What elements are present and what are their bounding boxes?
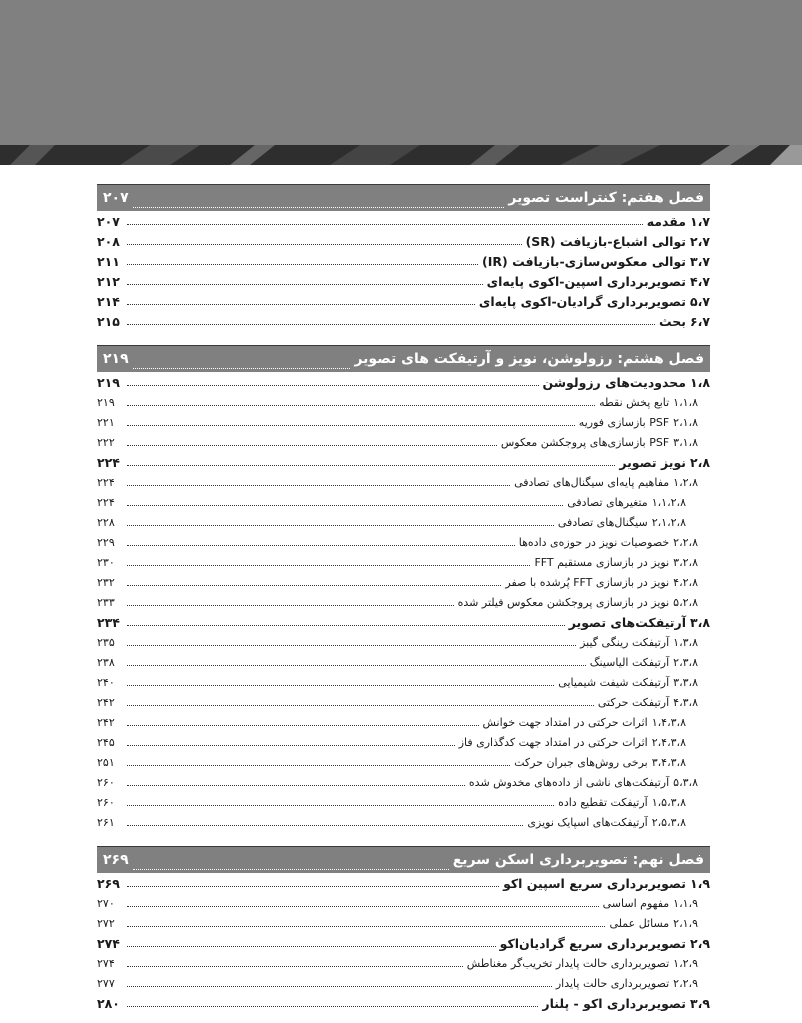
section-number: ۳،۸ bbox=[689, 614, 710, 630]
dot-leader bbox=[127, 785, 465, 786]
dot-leader bbox=[127, 264, 478, 265]
chapter-title: فصل نهم: تصویربرداری اسکن سریع bbox=[452, 852, 704, 868]
section-number: ۲،۵،۳،۸ bbox=[651, 815, 686, 829]
section-number: ۱،۱،۸ bbox=[673, 395, 698, 409]
section-number: ۳،۱،۸ bbox=[673, 435, 698, 449]
section-page-number: ۲۱۴ bbox=[97, 293, 120, 309]
toc-entry[interactable] bbox=[97, 652, 710, 672]
section-title: تصویربرداری گرادیان-اکوی پایه‌ای bbox=[478, 293, 686, 309]
section-title: تصویربرداری اسپین-اکوی پایه‌ای bbox=[486, 273, 686, 289]
section-number: ۱،۲،۸ bbox=[673, 475, 698, 489]
dot-leader bbox=[127, 505, 563, 506]
section-title: آرتیفکت حرکتی bbox=[597, 695, 670, 709]
section-title: توالی معکوس‌سازی-بازیافت (IR) bbox=[482, 253, 686, 269]
section-number: ۲،۳،۸ bbox=[673, 655, 698, 669]
section-title: نویز تصویر bbox=[619, 454, 686, 470]
section-number: ۵،۲،۸ bbox=[673, 595, 698, 609]
section-title: تصویربرداری حالت پایدار bbox=[555, 976, 670, 990]
section-page-number: ۲۴۰ bbox=[97, 675, 115, 689]
dot-leader bbox=[127, 645, 576, 646]
section-number: ۲،۹ bbox=[689, 935, 710, 951]
dot-leader bbox=[127, 525, 554, 526]
toc-entry[interactable] bbox=[97, 271, 710, 291]
section-number: ۳،۷ bbox=[689, 253, 710, 269]
section-number: ۲،۱،۸ bbox=[673, 415, 698, 429]
section-page-number: ۲۷۰ bbox=[97, 896, 115, 910]
toc-entry[interactable] bbox=[97, 712, 710, 732]
section-title: نویز در بازسازی FFT پُرشده با صفر bbox=[505, 575, 670, 589]
section-number: ۱،۴،۳،۸ bbox=[651, 715, 686, 729]
section-page-number: ۲۲۴ bbox=[97, 495, 115, 509]
section-title: مقدمه bbox=[646, 213, 686, 229]
toc-entry[interactable] bbox=[97, 452, 710, 472]
dot-leader bbox=[127, 745, 455, 746]
chapter-page-number: ۲۶۹ bbox=[103, 852, 129, 868]
toc-entry[interactable] bbox=[97, 311, 710, 331]
chapter-heading[interactable] bbox=[97, 846, 710, 873]
section-page-number: ۲۲۸ bbox=[97, 515, 115, 529]
section-title: PSF بازسازی فوریه bbox=[578, 415, 670, 429]
toc-entry[interactable] bbox=[97, 913, 710, 933]
dot-leader bbox=[127, 425, 575, 426]
section-page-number: ۲۳۰ bbox=[97, 555, 115, 569]
section-number: ۱،۳،۸ bbox=[673, 635, 698, 649]
dot-leader bbox=[127, 1006, 538, 1007]
section-page-number: ۲۶۰ bbox=[97, 795, 115, 809]
toc-entry[interactable] bbox=[97, 692, 710, 712]
section-title: خصوصیات نویز در حوزه‌ی داده‌ها bbox=[518, 535, 670, 549]
toc-entry[interactable] bbox=[97, 251, 710, 271]
section-page-number: ۲۳۲ bbox=[97, 575, 115, 589]
section-number: ۴،۲،۸ bbox=[673, 575, 698, 589]
dot-leader bbox=[127, 685, 554, 686]
toc-entry[interactable] bbox=[97, 953, 710, 973]
dot-leader bbox=[127, 906, 599, 907]
section-page-number: ۲۷۲ bbox=[97, 916, 115, 930]
dot-leader bbox=[127, 765, 510, 766]
dot-leader bbox=[127, 445, 497, 446]
section-title: متغیرهای تصادفی bbox=[567, 495, 648, 509]
section-title: مسائل عملی bbox=[609, 916, 670, 930]
dot-leader bbox=[127, 805, 554, 806]
section-page-number: ۲۳۳ bbox=[97, 595, 115, 609]
section-number: ۱،۱،۲،۸ bbox=[651, 495, 686, 509]
dot-leader bbox=[127, 926, 605, 927]
section-number: ۳،۲،۸ bbox=[673, 555, 698, 569]
toc-entry[interactable] bbox=[97, 792, 710, 812]
section-title: تصویربرداری سریع گرادیان‌اکو bbox=[499, 935, 686, 951]
toc-entry[interactable] bbox=[97, 993, 710, 1013]
chapter-heading[interactable] bbox=[97, 345, 710, 372]
toc-entry[interactable] bbox=[97, 291, 710, 311]
section-page-number: ۲۴۵ bbox=[97, 735, 115, 749]
dot-leader bbox=[127, 946, 496, 947]
toc-entry[interactable] bbox=[97, 632, 710, 652]
section-number: ۱،۹ bbox=[689, 875, 710, 891]
chapter-title: فصل هشتم: رزولوشن، نویز و آرتیفکت های تصویر bbox=[354, 351, 704, 367]
section-number: ۳،۹ bbox=[689, 995, 710, 1011]
dot-leader bbox=[127, 324, 655, 325]
header-stripe-decoration bbox=[0, 145, 802, 165]
toc-entry[interactable] bbox=[97, 552, 710, 572]
section-title: تصویربرداری حالت پایدار تخریب‌گر مغناطش bbox=[466, 956, 670, 970]
section-title: آرتیفکت الیاسینگ bbox=[589, 655, 670, 669]
section-page-number: ۲۰۷ bbox=[97, 213, 120, 229]
toc-entry[interactable] bbox=[97, 893, 710, 913]
dot-leader bbox=[127, 665, 586, 666]
dot-leader bbox=[133, 368, 350, 369]
section-number: ۵،۷ bbox=[689, 293, 710, 309]
section-page-number: ۲۱۵ bbox=[97, 313, 120, 329]
section-number: ۲،۷ bbox=[689, 233, 710, 249]
toc-entry[interactable] bbox=[97, 752, 710, 772]
section-page-number: ۲۵۱ bbox=[97, 755, 115, 769]
dot-leader bbox=[127, 405, 595, 406]
dot-leader bbox=[133, 869, 449, 870]
chapter-gap bbox=[97, 832, 710, 846]
chapter-page-number: ۲۰۷ bbox=[103, 190, 129, 206]
section-page-number: ۲۱۲ bbox=[97, 273, 120, 289]
section-number: ۲،۸ bbox=[689, 454, 710, 470]
dot-leader bbox=[127, 986, 552, 987]
toc-entry[interactable] bbox=[97, 592, 710, 612]
dot-leader bbox=[127, 485, 510, 486]
section-title: تصویربرداری سریع اسپین اکو bbox=[503, 875, 686, 891]
section-title: توالی اشباع-بازیافت (SR) bbox=[525, 233, 686, 249]
section-number: ۱،۸ bbox=[689, 374, 710, 390]
toc-entry[interactable] bbox=[97, 412, 710, 432]
section-number: ۲،۲،۸ bbox=[673, 535, 698, 549]
section-title: سیگنال‌های تصادفی bbox=[557, 515, 648, 529]
section-number: ۱،۲،۹ bbox=[673, 956, 698, 970]
section-page-number: ۲۷۴ bbox=[97, 956, 115, 970]
chapter-gap bbox=[97, 331, 710, 345]
section-title: تصویربرداری اکو - پلنار bbox=[542, 995, 686, 1011]
section-title: مفاهیم پایه‌ای سیگنال‌های تصادفی bbox=[514, 475, 670, 489]
section-number: ۳،۳،۸ bbox=[673, 675, 698, 689]
section-page-number: ۲۲۹ bbox=[97, 535, 115, 549]
toc-entry[interactable] bbox=[97, 732, 710, 752]
dot-leader bbox=[127, 545, 515, 546]
section-title: اثرات حرکتی در امتداد جهت خوانش bbox=[482, 715, 648, 729]
dot-leader bbox=[127, 966, 463, 967]
section-page-number: ۲۱۹ bbox=[97, 374, 120, 390]
toc-entry[interactable] bbox=[97, 472, 710, 492]
section-number: ۴،۷ bbox=[689, 273, 710, 289]
toc-entry[interactable] bbox=[97, 492, 710, 512]
dot-leader bbox=[127, 886, 499, 887]
section-number: ۱،۱،۹ bbox=[673, 896, 698, 910]
dot-leader bbox=[127, 585, 501, 586]
chapter-title: فصل هفتم: کنتراست تصویر bbox=[508, 190, 704, 206]
section-page-number: ۲۰۸ bbox=[97, 233, 120, 249]
section-page-number: ۲۶۰ bbox=[97, 775, 115, 789]
toc-entry[interactable] bbox=[97, 933, 710, 953]
toc-entry[interactable] bbox=[97, 612, 710, 632]
section-number: ۵،۳،۸ bbox=[673, 775, 698, 789]
section-title: آرتیفکت‌های تصویر bbox=[568, 614, 686, 630]
dot-leader bbox=[127, 565, 530, 566]
toc-entry[interactable] bbox=[97, 512, 710, 532]
dot-leader bbox=[127, 244, 522, 245]
section-title: اثرات حرکتی در امتداد جهت کدگذاری فاز bbox=[458, 735, 648, 749]
section-number: ۲،۴،۳،۸ bbox=[651, 735, 686, 749]
section-number: ۱،۵،۳،۸ bbox=[651, 795, 686, 809]
section-title: PSF بازسازی‌های پروجکشن معکوس bbox=[500, 435, 670, 449]
section-number: ۲،۱،۲،۸ bbox=[651, 515, 686, 529]
section-title: نویز در بازسازی مستقیم FFT bbox=[534, 555, 670, 569]
toc-entry[interactable] bbox=[97, 231, 710, 251]
section-title: آرتیفکت‌های ناشی از داده‌های مخدوش شده bbox=[468, 775, 670, 789]
toc-entry[interactable] bbox=[97, 812, 710, 832]
section-number: ۴،۳،۸ bbox=[673, 695, 698, 709]
section-number: ۲،۱،۹ bbox=[673, 916, 698, 930]
toc-entry[interactable] bbox=[97, 973, 710, 993]
section-number: ۳،۴،۳،۸ bbox=[651, 755, 686, 769]
section-number: ۲،۲،۹ bbox=[673, 976, 698, 990]
toc-entry[interactable] bbox=[97, 372, 710, 392]
section-page-number: ۲۸۰ bbox=[97, 995, 120, 1011]
dot-leader bbox=[127, 284, 483, 285]
section-title: تابع پخش نقطه bbox=[599, 395, 670, 409]
dot-leader bbox=[127, 385, 539, 386]
dot-leader bbox=[127, 705, 594, 706]
section-page-number: ۲۲۴ bbox=[97, 454, 120, 470]
section-page-number: ۲۷۷ bbox=[97, 976, 115, 990]
toc-entry[interactable] bbox=[97, 772, 710, 792]
section-title: برخی روش‌های جبران حرکت bbox=[514, 755, 648, 769]
dot-leader bbox=[127, 304, 475, 305]
dot-leader bbox=[127, 625, 565, 626]
section-title: آرتیفکت تقطیع داده bbox=[558, 795, 648, 809]
section-title: محدودیت‌های رزولوشن bbox=[542, 374, 686, 390]
section-page-number: ۲۲۴ bbox=[97, 475, 115, 489]
section-title: آرتیفکت شیفت شیمیایی bbox=[558, 675, 670, 689]
section-page-number: ۲۳۸ bbox=[97, 655, 115, 669]
section-title: مفهوم اساسی bbox=[602, 896, 670, 910]
toc-entry[interactable] bbox=[97, 432, 710, 452]
section-page-number: ۲۱۹ bbox=[97, 395, 115, 409]
table-of-contents bbox=[97, 184, 710, 1013]
chapter-page-number: ۲۱۹ bbox=[103, 351, 129, 367]
dot-leader bbox=[127, 465, 615, 466]
section-page-number: ۲۳۵ bbox=[97, 635, 115, 649]
section-page-number: ۲۲۱ bbox=[97, 415, 115, 429]
section-page-number: ۲۴۲ bbox=[97, 715, 115, 729]
dot-leader bbox=[127, 224, 643, 225]
section-page-number: ۲۲۲ bbox=[97, 435, 115, 449]
toc-entry[interactable] bbox=[97, 572, 710, 592]
toc-entry[interactable] bbox=[97, 532, 710, 552]
section-title: نویز در بازسازی پروجکشن معکوس فیلتر شده bbox=[457, 595, 670, 609]
toc-entry[interactable] bbox=[97, 211, 710, 231]
section-page-number: ۲۶۱ bbox=[97, 815, 115, 829]
section-page-number: ۲۴۲ bbox=[97, 695, 115, 709]
toc-entry[interactable] bbox=[97, 873, 710, 893]
toc-entry[interactable] bbox=[97, 392, 710, 412]
section-title: آرتیفکت‌های اسپایک نویزی bbox=[527, 815, 648, 829]
section-title: بحث bbox=[659, 313, 686, 329]
section-page-number: ۲۶۹ bbox=[97, 875, 120, 891]
section-number: ۱،۷ bbox=[689, 213, 710, 229]
toc-entry[interactable] bbox=[97, 672, 710, 692]
header-band bbox=[0, 0, 802, 145]
section-number: ۶،۷ bbox=[689, 313, 710, 329]
section-page-number: ۲۱۱ bbox=[97, 253, 120, 269]
dot-leader bbox=[127, 725, 479, 726]
section-page-number: ۲۳۴ bbox=[97, 614, 120, 630]
section-page-number: ۲۷۴ bbox=[97, 935, 120, 951]
chapter-heading[interactable] bbox=[97, 184, 710, 211]
dot-leader bbox=[133, 207, 504, 208]
dot-leader bbox=[127, 605, 454, 606]
dot-leader bbox=[127, 825, 523, 826]
section-title: آرتیفکت رینگی گیبز bbox=[580, 635, 670, 649]
